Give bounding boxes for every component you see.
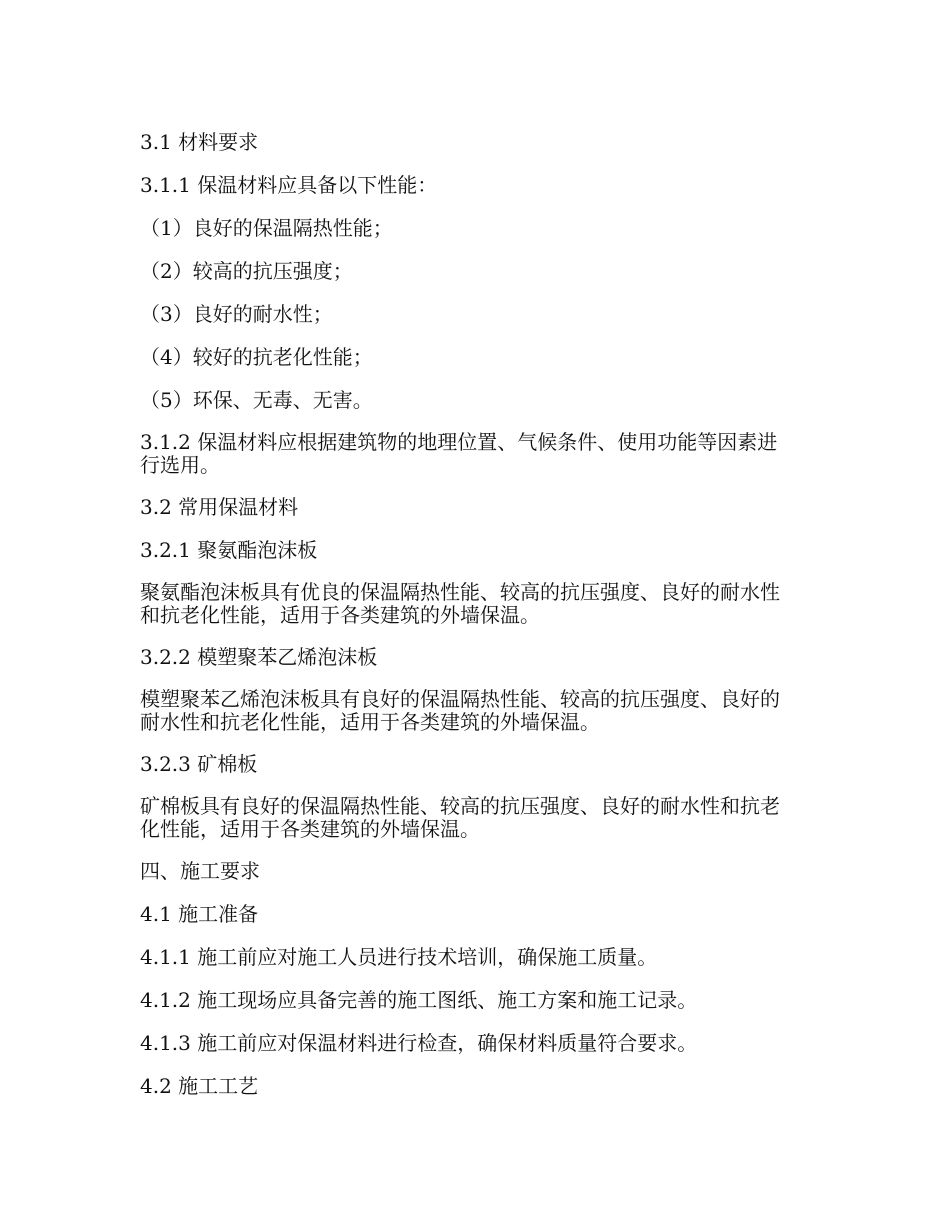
section-heading-4-2: 4.2 施工工艺 bbox=[140, 1074, 259, 1098]
section-heading-3-1: 3.1 材料要求 bbox=[140, 130, 259, 154]
list-item-3: （3）良好的耐水性； bbox=[140, 302, 333, 326]
subsection-heading-3-1-1: 3.1.1 保温材料应具备以下性能： bbox=[140, 173, 438, 197]
section-heading-3-2: 3.2 常用保温材料 bbox=[140, 495, 299, 519]
section-heading-4-1: 4.1 施工准备 bbox=[140, 902, 259, 926]
list-item-2: （2）较高的抗压强度； bbox=[140, 259, 353, 283]
paragraph-eps: 模塑聚苯乙烯泡沫板具有良好的保温隔热性能、较高的抗压强度、良好的耐水性和抗老化性能，适用于各类建筑的外墙保温。 bbox=[140, 687, 780, 734]
chapter-heading-4: 四、施工要求 bbox=[140, 859, 260, 883]
subsection-heading-3-2-1: 3.2.1 聚氨酯泡沫板 bbox=[140, 538, 318, 562]
paragraph-4-1-2: 4.1.2 施工现场应具备完善的施工图纸、施工方案和施工记录。 bbox=[140, 988, 698, 1012]
paragraph-3-1-2: 3.1.2 保温材料应根据建筑物的地理位置、气候条件、使用功能等因素进行选用。 bbox=[140, 430, 778, 477]
paragraph-4-1-1: 4.1.1 施工前应对施工人员进行技术培训，确保施工质量。 bbox=[140, 945, 658, 969]
list-item-5: （5）环保、无毒、无害。 bbox=[140, 388, 373, 412]
subsection-heading-3-2-3: 3.2.3 矿棉板 bbox=[140, 752, 258, 776]
list-item-4: （4）较好的抗老化性能； bbox=[140, 345, 373, 369]
subsection-heading-3-2-2: 3.2.2 模塑聚苯乙烯泡沫板 bbox=[140, 645, 378, 669]
paragraph-4-1-3: 4.1.3 施工前应对保温材料进行检查，确保材料质量符合要求。 bbox=[140, 1031, 698, 1055]
list-item-1: （1）良好的保温隔热性能； bbox=[140, 216, 393, 240]
paragraph-mineral-wool: 矿棉板具有良好的保温隔热性能、较高的抗压强度、良好的耐水性和抗老化性能，适用于各类建筑的外墙保温。 bbox=[140, 794, 780, 841]
document-page bbox=[140, 130, 795, 1117]
paragraph-polyurethane: 聚氨酯泡沫板具有优良的保温隔热性能、较高的抗压强度、良好的耐水性和抗老化性能，适用于各类建筑的外墙保温。 bbox=[140, 580, 780, 627]
